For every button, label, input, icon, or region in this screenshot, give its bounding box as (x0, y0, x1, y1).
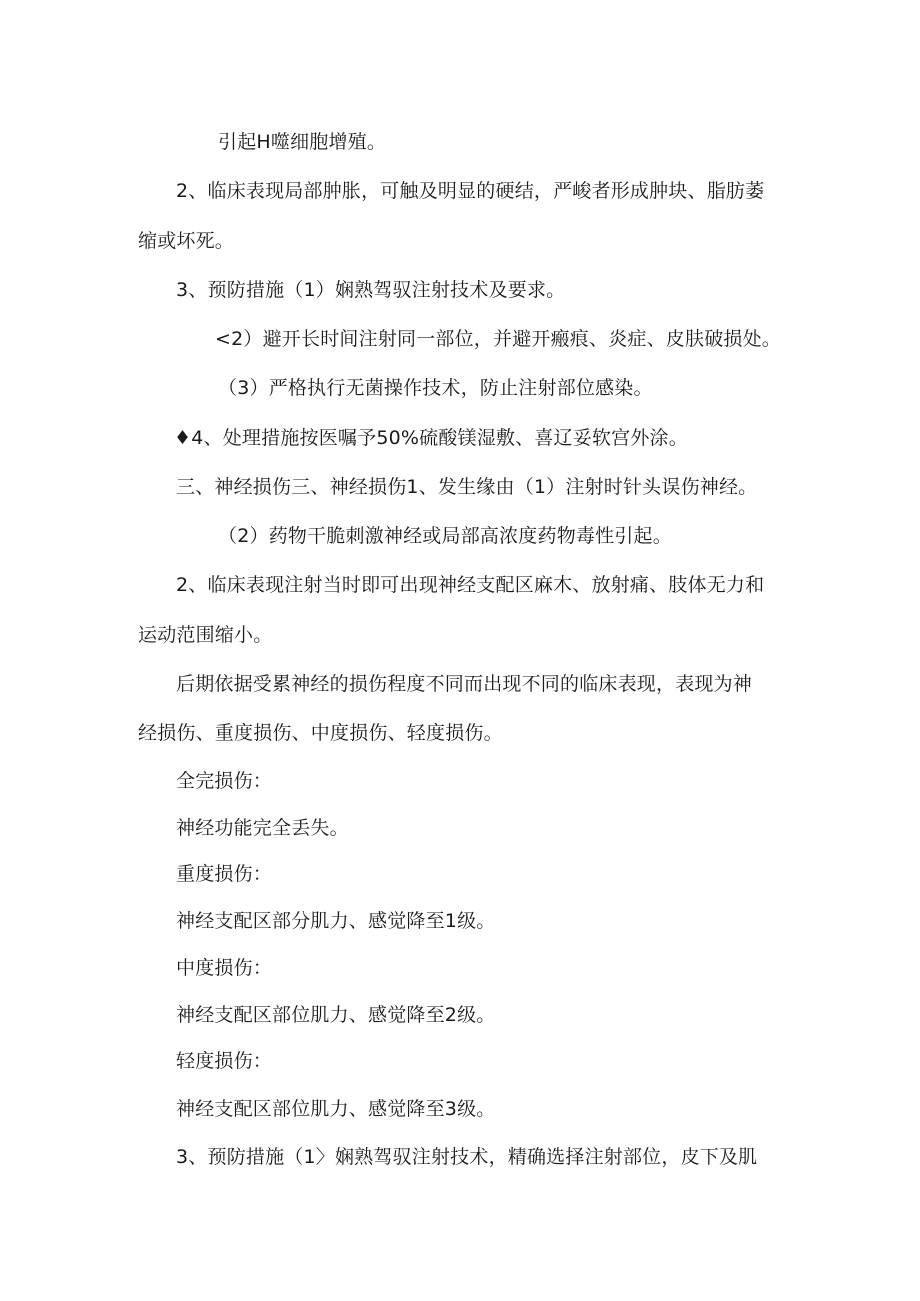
text-line: 运动范围缩小。 (138, 624, 273, 646)
text-line: <2）避开长时间注射同一部位，并避开瘢痕、炎症、皮肤破损处。 (215, 328, 782, 350)
text-line: 3、预防措施（1）娴熟驾驭注射技术及要求。 (176, 279, 566, 301)
text-line: 2、临床表现注射当时即可出现神经支配区麻木、放射痛、肢体无力和 (176, 574, 765, 596)
text-line: 2、临床表现局部肿胀，可触及明显的硬结，严峻者形成肿块、脂肪萎 (176, 180, 765, 202)
text-line: 神经支配区部分肌力、感觉降至1级。 (176, 910, 496, 932)
text-line: 全完损伤： (176, 770, 273, 792)
text-line: 经损伤、重度损伤、中度损伤、轻度损伤。 (138, 722, 503, 744)
text-line: 轻度损伤： (176, 1050, 273, 1072)
text-line: ♦4、处理措施按医嘱予50%硫酸镁湿敷、喜辽妥软宫外涂。 (174, 427, 688, 449)
text-line: （3）严格执行无菌操作技术，防止注射部位感染。 (218, 377, 653, 399)
text-line: 中度损伤： (176, 957, 273, 979)
text-line: 缩或坏死。 (138, 230, 235, 252)
text-line: 神经支配区部位肌力、感觉降至3级。 (176, 1098, 496, 1120)
text-line: 3、预防措施（1〉娴熟驾驭注射技术，精确选择注射部位，皮下及肌 (176, 1146, 758, 1168)
text-line: 三、神经损伤三、神经损伤1、发生缘由（1）注射时针头误伤神经。 (176, 476, 758, 498)
text-line: 神经功能完全丢失。 (176, 817, 349, 839)
text-line: 神经支配区部位肌力、感觉降至2级。 (176, 1004, 496, 1026)
text-line: 重度损伤： (176, 863, 273, 885)
text-line: 引起H噬细胞增殖。 (218, 131, 387, 153)
text-line: 后期依据受累神经的损伤程度不同而出现不同的临床表现，表现为神 (176, 673, 753, 695)
text-line: （2）药物干脆刺激神经或局部高浓度药物毒性引起。 (218, 525, 672, 547)
